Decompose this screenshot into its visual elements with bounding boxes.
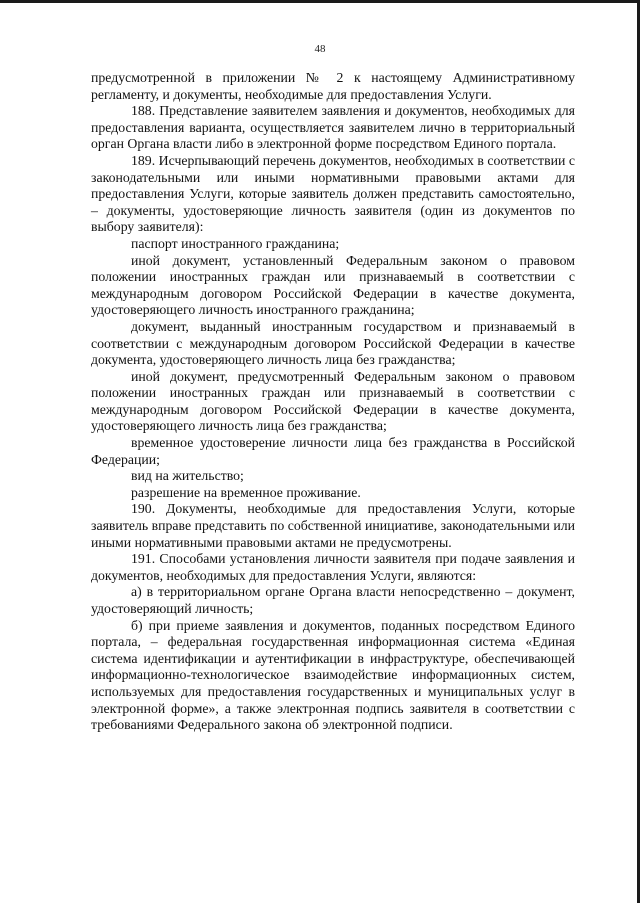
paragraph: вид на жительство; [131, 468, 244, 484]
paragraph: 191. Способами установления личности заявителя при подаче заявления и документов, необходимых для предоставления Услуги, являются: [91, 551, 575, 583]
paragraph: паспорт иностранного гражданина; [131, 235, 340, 251]
page-number: 48 [314, 43, 326, 55]
paragraph: иной документ, установленный Федеральным законом о правовом положении иностранных граждан или признаваемый в соответствии с международным договором Российской Федерации в качестве документа, удостоверяющего личность иностранного гражданина; [91, 252, 575, 318]
document-body [91, 70, 575, 734]
paragraph: а) в территориальном органе Органа власти непосредственно – документ, удостоверяющий личность; [91, 584, 575, 616]
scan-edge-top [0, 0, 640, 3]
paragraph: предусмотренной в приложении № 2 к настоящему Административному регламенту, и документы, необходимые для предоставления Услуги. [91, 70, 575, 102]
paragraph: 189. Исчерпывающий перечень документов, необходимых в соответствии с законодательными или иными нормативными правовыми актами для предоставления Услуги, которые заявитель должен представить самостоятельно, – документы, удостоверяющие личность заявителя (один из документов по выбору заявителя): [91, 152, 575, 235]
paragraph: 190. Документы, необходимые для предоставления Услуги, которые заявитель вправе представить по собственной инициативе, законодательными или иными нормативными правовыми актами не предусмотрены. [91, 501, 575, 550]
paragraph: иной документ, предусмотренный Федеральным законом о правовом положении иностранных граждан или признаваемый в соответствии с международным договором Российской Федерации в качестве документа, удостоверяющего личность лица без гражданства; [91, 368, 575, 434]
paragraph: временное удостоверение личности лица без гражданства в Российской Федерации; [91, 435, 575, 467]
paragraph: документ, выданный иностранным государством и признаваемый в соответствии с международным договором Российской Федерации в качестве документа, удостоверяющего личность лица без гражданства; [91, 318, 575, 368]
paragraph: разрешение на временное проживание. [131, 484, 361, 500]
paragraph: б) при приеме заявления и документов, поданных посредством Единого портала, – федеральная государственная информационная система «Единая система идентификации и аутентификации в инфраструктуре, обеспечивающей информационно-технологическое взаимодействие информационных систем, используемых для предоставления государственных и муниципальных услуг в электронной форме», а также электронная подпись заявителя в соответствии с требованиями Федерального закона об электронной подписи. [91, 617, 575, 733]
paragraph: 188. Представление заявителем заявления и документов, необходимых для предоставления варианта, осуществляется заявителем лично в территориальный орган Органа власти либо в электронной форме посредством Единого портала. [91, 103, 575, 152]
